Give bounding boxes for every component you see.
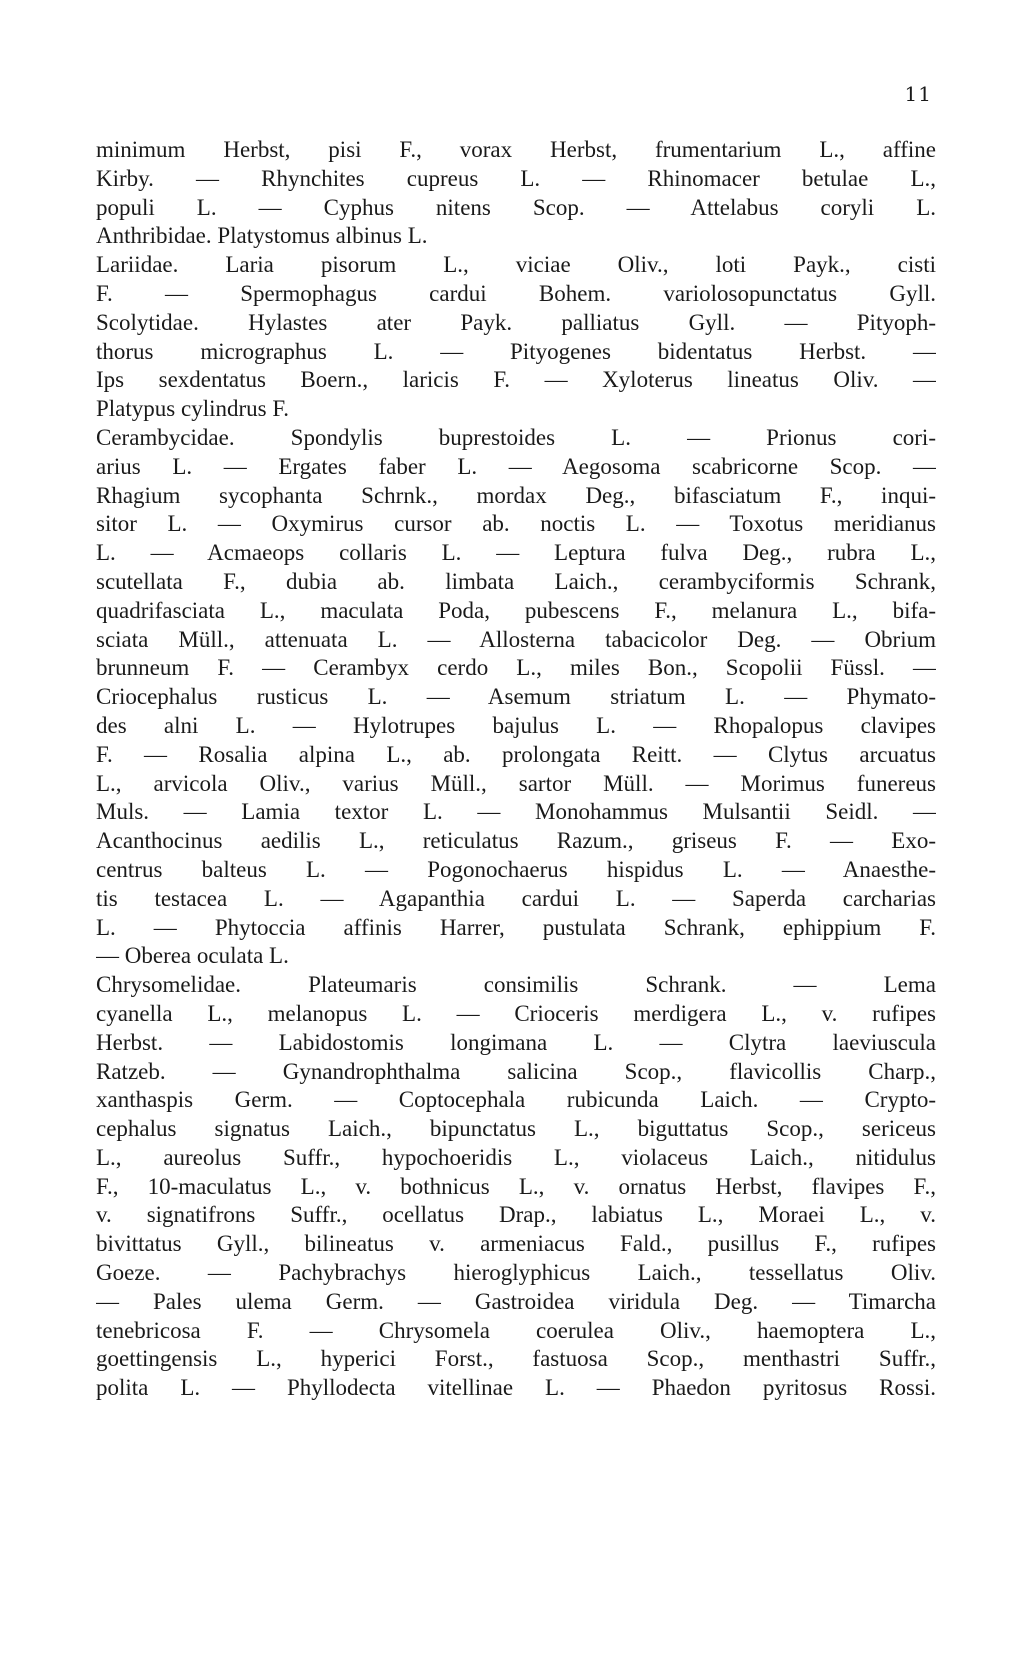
text-line: F., 10-maculatus L., v. bothnicus L., v. ornatus Herbst, flavipes F., bbox=[96, 1173, 936, 1199]
page-number: 11 bbox=[904, 82, 932, 106]
text-line: thorus micrographus L. — Pityogenes bidentatus Herbst. — bbox=[96, 338, 936, 364]
text-line: Criocephalus rusticus L. — Asemum striatum L. — Phymato- bbox=[96, 684, 936, 710]
text-line: Kirby. — Rhynchites cupreus L. — Rhinomacer betulae L., bbox=[96, 165, 936, 191]
text-line: Chrysomelidae. Plateumaris consimilis Schrank. — Lema bbox=[96, 972, 936, 998]
text-line: Platypus cylindrus F. bbox=[96, 396, 290, 422]
text-line: L. — Acmaeops collaris L. — Leptura fulva Deg., rubra L., bbox=[96, 540, 936, 566]
text-line: L. — Phytoccia affinis Harrer, pustulata Schrank, ephippium F. bbox=[96, 914, 936, 940]
text-line: minimum Herbst, pisi F., vorax Herbst, frumentarium L., affine bbox=[96, 137, 936, 162]
text-line: Ratzeb. — Gynandrophthalma salicina Scop., flavicollis Charp., bbox=[96, 1058, 936, 1084]
text-line: cephalus signatus Laich., bipunctatus L., biguttatus Scop., sericeus bbox=[96, 1116, 936, 1142]
text-line: brunneum F. — Cerambyx cerdo L., miles Bon., Scopolii Füssl. — bbox=[96, 655, 936, 681]
text-line: populi L. — Cyphus nitens Scop. — Attelabus coryli L. bbox=[96, 194, 936, 220]
text-line: — Pales ulema Germ. — Gastroidea viridula Deg. — Timarcha bbox=[96, 1288, 936, 1314]
text-line: v. signatifrons Suffr., ocellatus Drap., labiatus L., Moraei L., v. bbox=[96, 1202, 936, 1228]
text-line: des alni L. — Hylotrupes bajulus L. — Rhopalopus clavipes bbox=[96, 712, 936, 738]
text-line: Scolytidae. Hylastes ater Payk. palliatus Gyll. — Pityoph- bbox=[96, 309, 936, 335]
text-line: Anthribidae. Platystomus albinus L. bbox=[96, 223, 428, 249]
text-line: bivittatus Gyll., bilineatus v. armeniacus Fald., pusillus F., rufipes bbox=[96, 1231, 936, 1257]
text-line: tis testacea L. — Agapanthia cardui L. — Saperda carcharias bbox=[96, 885, 936, 911]
text-line: F. — Spermophagus cardui Bohem. variolosopunctatus Gyll. bbox=[96, 280, 936, 306]
text-line: scutellata F., dubia ab. limbata Laich., cerambyciformis Schrank, bbox=[96, 568, 936, 594]
text-line: cyanella L., melanopus L. — Crioceris merdigera L., v. rufipes bbox=[96, 1000, 936, 1026]
text-line: Rhagium sycophanta Schrnk., mordax Deg., bifasciatum F., inqui- bbox=[96, 482, 936, 508]
text-line: Herbst. — Labidostomis longimana L. — Clytra laeviuscula bbox=[96, 1029, 936, 1055]
text-line: Goeze. — Pachybrachys hieroglyphicus Laich., tessellatus Oliv. bbox=[96, 1260, 936, 1286]
text-line: xanthaspis Germ. — Coptocephala rubicunda Laich. — Crypto- bbox=[96, 1087, 936, 1113]
text-line: centrus balteus L. — Pogonochaerus hispidus L. — Anaesthe- bbox=[96, 856, 936, 882]
text-line: L., arvicola Oliv., varius Müll., sartor Müll. — Morimus funereus bbox=[96, 770, 936, 796]
text-line: Acanthocinus aedilis L., reticulatus Razum., griseus F. — Exo- bbox=[96, 828, 936, 854]
text-line: polita L. — Phyllodecta vitellinae L. — Phaedon pyritosus Rossi. bbox=[96, 1375, 936, 1401]
text-line: L., aureolus Suffr., hypochoeridis L., violaceus Laich., nitidulus bbox=[96, 1144, 936, 1170]
text-line: quadrifasciata L., maculata Poda, pubescens F., melanura L., bifa- bbox=[96, 597, 936, 623]
text-line: Ips sexdentatus Boern., laricis F. — Xyloterus lineatus Oliv. — bbox=[96, 367, 936, 393]
text-line: Muls. — Lamia textor L. — Monohammus Mulsantii Seidl. — bbox=[96, 799, 936, 825]
text-line: — Oberea oculata L. bbox=[96, 943, 289, 969]
text-line: sitor L. — Oxymirus cursor ab. noctis L. — Toxotus meridianus bbox=[96, 511, 936, 537]
text-line: F. — Rosalia alpina L., ab. prolongata Reitt. — Clytus arcuatus bbox=[96, 741, 936, 767]
text-line: sciata Müll., attenuata L. — Allosterna tabacicolor Deg. — Obrium bbox=[96, 626, 936, 652]
text-line: tenebricosa F. — Chrysomela coerulea Oliv., haemoptera L., bbox=[96, 1317, 936, 1343]
text-line: Lariidae. Laria pisorum L., viciae Oliv., loti Payk., cisti bbox=[96, 252, 936, 278]
text-line: Cerambycidae. Spondylis buprestoides L. — Prionus cori- bbox=[96, 424, 936, 450]
body-text bbox=[96, 136, 936, 1403]
text-line: goettingensis L., hyperici Forst., fastuosa Scop., menthastri Suffr., bbox=[96, 1346, 936, 1372]
text-line: arius L. — Ergates faber L. — Aegosoma scabricorne Scop. — bbox=[96, 453, 936, 479]
